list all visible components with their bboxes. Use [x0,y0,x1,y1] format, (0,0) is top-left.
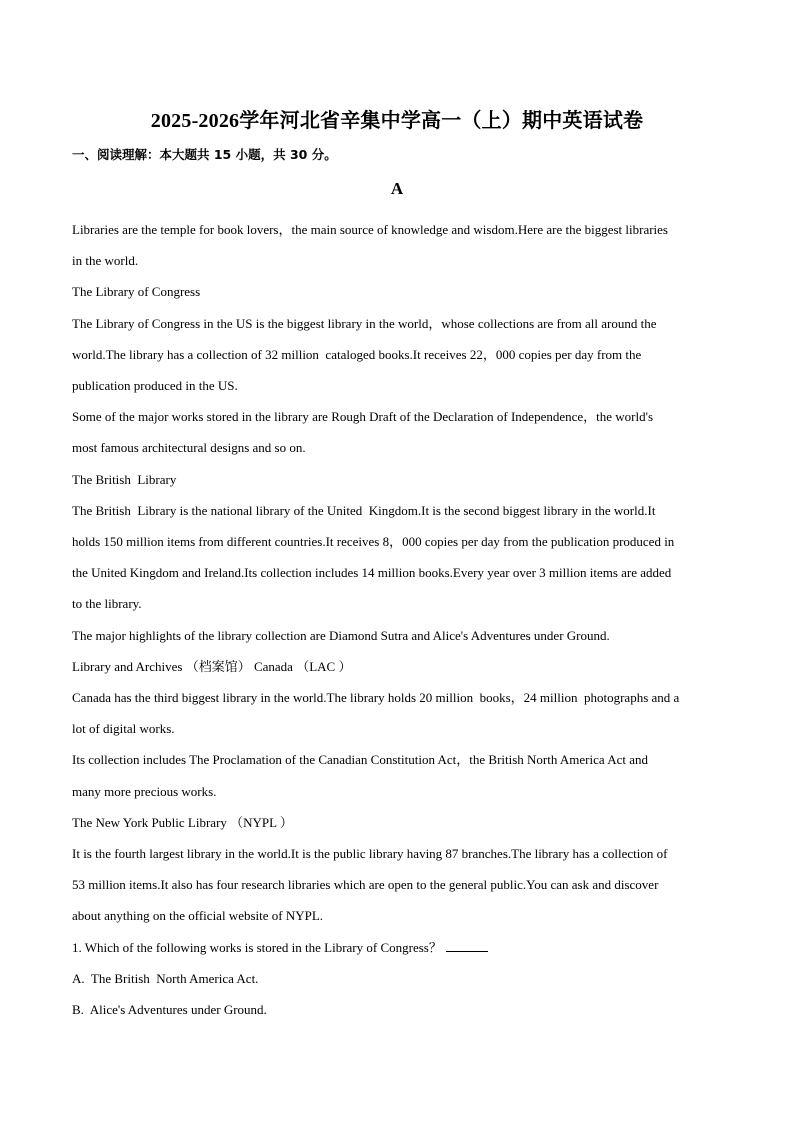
passage-line: Canada has the third biggest library in the world.The library holds 20 million books，24 million photographs and a [72,690,680,706]
passage-line: the United Kingdom and Ireland.Its collection includes 14 million books.Every year over 3 million items are added [72,565,672,581]
passage-line: Some of the major works stored in the library are Rough Draft of the Declaration of Independence，the world's [72,409,654,425]
question-1 [72,932,722,963]
passage-line: to the library. [72,596,142,612]
library-heading: The Library of Congress [72,284,201,300]
passage-line: world.The library has a collection of 32 million cataloged books.It receives 22，000 copies per day from the [72,346,642,362]
passage-line: Libraries are the temple for book lovers，the main source of knowledge and wisdom.Here are the biggest libraries [72,222,668,237]
passage-line: The Library of Congress in the US is the biggest library in the world，whose collections are from all around the [72,315,657,331]
option-b: B. Alice's Adventures under Ground. [72,1002,267,1018]
library-heading: Library and Archives （档案馆） Canada （LAC ） [72,658,352,674]
passage-line: about anything on the official website of NYPL. [72,908,324,924]
section-heading: 一、阅读理解：本大题共 15 小题，共 30 分。 [72,147,337,162]
exam-title: 2025-2026学年河北省辛集中学高一（上）期中英语试卷 [150,110,644,132]
passage-line: The British Library is the national library of the United Kingdom.It is the second biggest library in the world.It [72,502,656,518]
passage-line: publication produced in the US. [72,378,238,394]
passage-line: most famous architectural designs and so on. [72,440,306,456]
passage-line: in the world. [72,253,139,269]
passage-line: many more precious works. [72,783,217,799]
library-heading: The British Library [72,471,177,487]
passage-line: Its collection includes The Proclamation of the Canadian Constitution Act，the British North America Act and [72,752,648,768]
question-text: 1. Which of the following works is stored in the Library of Congress？ [72,939,442,955]
passage-line: It is the fourth largest library in the world.It is the public library having 87 branches.The library has a collection of [72,846,668,862]
passage-line: holds 150 million items from different countries.It receives 8，000 copies per day from the publication produced in [72,534,675,550]
passage-body [72,214,722,1025]
passage-line: The major highlights of the library collection are Diamond Sutra and Alice's Adventures under Ground. [72,627,610,643]
passage-label: A [390,179,404,198]
passage-line: lot of digital works. [72,721,175,737]
answer-blank [446,939,488,952]
passage-line: 53 million items.It also has four research libraries which are open to the general public.You can ask and discover [72,877,659,893]
option-a: A. The British North America Act. [72,970,259,986]
library-heading: The New York Public Library （NYPL ） [72,814,293,830]
